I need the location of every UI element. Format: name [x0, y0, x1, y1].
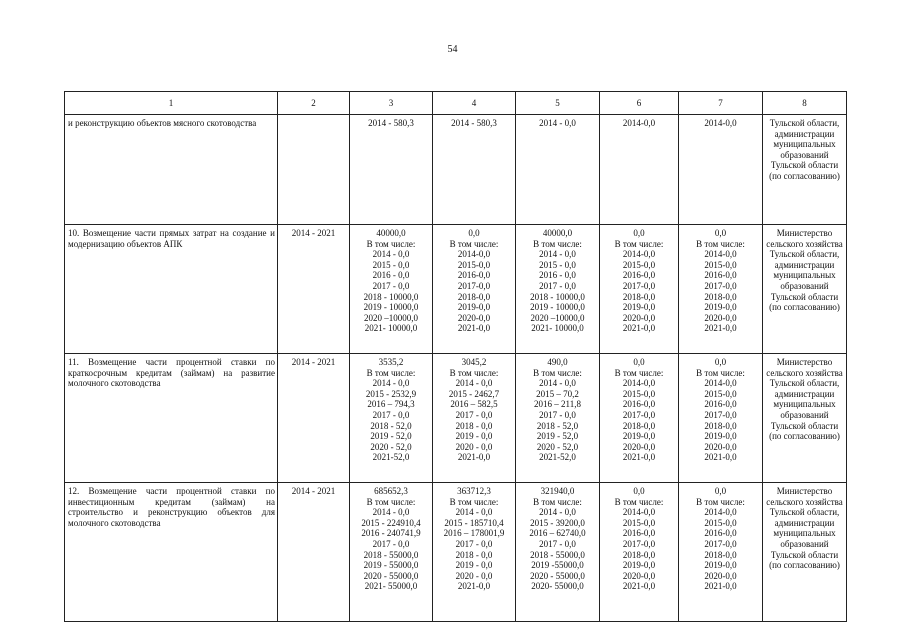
responsible-line: Тульской области — [770, 160, 839, 171]
funding-line: 2020 - 55000,0 — [363, 570, 419, 581]
funding-line: 2021-52,0 — [539, 452, 576, 463]
implementation-period: 2014 - 2021 — [278, 354, 350, 483]
header-row — [65, 92, 847, 115]
table-row — [65, 225, 847, 354]
funding-line: В том числе: — [366, 367, 416, 378]
funding-line: 40000,0 — [376, 228, 406, 238]
funding-line: В том числе: — [366, 238, 416, 249]
funding-line: В том числе: — [696, 496, 745, 507]
funding-line: 2018-0,0 — [704, 291, 737, 302]
funding-line: 2021- 55000,0 — [364, 581, 418, 592]
funding-line: 2021-0,0 — [457, 581, 491, 592]
funding-line: 2018 - 10000,0 — [530, 291, 585, 302]
responsible-line: образований — [780, 280, 829, 291]
funding-cell-c5 — [516, 354, 600, 483]
funding-line: 2019-0,0 — [704, 431, 737, 442]
funding-line: 2015 - 224910,4 — [361, 517, 421, 528]
funding-line: 2014-0,0 — [622, 507, 656, 518]
funding-line: 2020 - 0,0 — [455, 441, 493, 452]
funding-line: 2015-0,0 — [704, 388, 737, 399]
funding-line: 2020 - 52,0 — [370, 441, 412, 452]
funding-line: В том числе: — [696, 367, 745, 378]
funding-line: 2020 - 0,0 — [455, 570, 493, 581]
funding-line: 2014 - 0,0 — [539, 118, 576, 128]
funding-line: 2016 - 0,0 — [372, 270, 410, 281]
funding-line: 2016 – 582,5 — [450, 399, 498, 410]
funding-line: 2015 - 185710,4 — [444, 517, 504, 528]
funding-line: 2016-0,0 — [457, 270, 491, 281]
funding-line: 2015-0,0 — [457, 259, 491, 270]
funding-line: 2014-0,0 — [622, 249, 656, 260]
funding-line: 2015-0,0 — [622, 259, 656, 270]
column-header: 6 — [600, 92, 679, 115]
responsible-line: Тульской области — [770, 549, 839, 560]
funding-line: 321940,0 — [540, 486, 575, 496]
funding-line: 2017 - 0,0 — [372, 280, 410, 291]
funding-line: 2014 - 0,0 — [372, 378, 410, 389]
funding-line: 2018-0,0 — [457, 291, 491, 302]
funding-line: 2020 - 52,0 — [536, 441, 579, 452]
responsible-line: Министерство — [776, 357, 833, 367]
funding-cell-c3 — [350, 483, 433, 622]
funding-line: 0,0 — [714, 357, 727, 367]
funding-line: 2021- 10000,0 — [364, 323, 418, 334]
funding-line: 2020-0,0 — [622, 312, 656, 323]
funding-line: 2015 - 2462,7 — [448, 388, 500, 399]
column-header: 4 — [433, 92, 516, 115]
funding-line: 2014 - 0,0 — [455, 507, 493, 518]
responsible-line: Тульской области — [770, 420, 839, 431]
responsible-line: Тульской области, — [769, 118, 840, 128]
funding-line: 2019 - 52,0 — [370, 431, 412, 442]
funding-cell-c7 — [679, 483, 763, 622]
funding-line: 2015-0,0 — [704, 517, 737, 528]
responsible-line: (по согласованию) — [769, 302, 840, 313]
funding-line: В том числе: — [366, 496, 416, 507]
funding-cell-c3 — [350, 354, 433, 483]
funding-line: 2017-0,0 — [457, 280, 491, 291]
funding-line: 2018-0,0 — [704, 549, 737, 560]
funding-line: 0,0 — [468, 228, 480, 238]
program-table — [64, 91, 847, 622]
funding-line: 2019-0,0 — [704, 560, 737, 571]
funding-line: 2019 - 55000,0 — [363, 560, 419, 571]
funding-cell-c5 — [516, 483, 600, 622]
funding-line: 2017-0,0 — [704, 538, 737, 549]
funding-line: 2017-0,0 — [622, 409, 656, 420]
funding-cell-c7 — [679, 354, 763, 483]
funding-line: 2016-0,0 — [704, 399, 737, 410]
responsible-executor — [763, 225, 847, 354]
funding-line: В том числе: — [614, 367, 664, 378]
funding-line: 2018 - 52,0 — [536, 420, 579, 431]
funding-line: 2020-0,0 — [457, 312, 491, 323]
funding-line: 2020-0,0 — [704, 570, 737, 581]
funding-line: В том числе: — [449, 496, 499, 507]
funding-line: 2016 - 0,0 — [539, 270, 576, 281]
column-header: 1 — [65, 92, 278, 115]
measure-description: и реконструкцию объектов мясного скотоводства — [65, 115, 278, 225]
responsible-line: Министерство — [776, 228, 833, 238]
funding-cell-c6 — [600, 115, 679, 225]
funding-line: 2021-0,0 — [704, 452, 737, 463]
funding-line: 2014 - 580,3 — [451, 118, 497, 128]
funding-line: В том числе: — [533, 238, 582, 249]
funding-line: 2020 –10000,0 — [530, 312, 585, 323]
funding-line: 2019 -55000,0 — [531, 560, 584, 571]
funding-line: 2019 - 0,0 — [455, 431, 493, 442]
funding-line: 2020-0,0 — [704, 441, 737, 452]
responsible-line: образований — [780, 149, 829, 160]
funding-cell-c5 — [516, 225, 600, 354]
funding-line: 2016 – 62740,0 — [529, 528, 586, 539]
funding-line: 0,0 — [633, 228, 645, 238]
funding-line: 3535,2 — [378, 357, 404, 367]
funding-line: 2021-0,0 — [622, 452, 656, 463]
funding-line: 2016-0,0 — [622, 399, 656, 410]
funding-line: 2017-0,0 — [704, 280, 737, 291]
funding-line: 2014-0,0 — [704, 507, 737, 518]
column-header: 8 — [763, 92, 847, 115]
responsible-line: муниципальных — [773, 270, 836, 281]
funding-cell-c4 — [433, 483, 516, 622]
funding-line: 2015 – 70,2 — [536, 388, 579, 399]
funding-line: 2016-0,0 — [704, 270, 737, 281]
responsible-line: Тульской области, — [769, 378, 840, 389]
funding-line: 2016-0,0 — [622, 270, 656, 281]
funding-line: 2018 - 55000,0 — [530, 549, 585, 560]
funding-line: 2018-0,0 — [622, 291, 656, 302]
funding-line: 2020-0,0 — [622, 441, 656, 452]
funding-line: 2017 - 0,0 — [372, 409, 410, 420]
funding-line: В том числе: — [614, 238, 664, 249]
funding-line: 2018 - 0,0 — [455, 420, 493, 431]
responsible-executor — [763, 115, 847, 225]
funding-line: 2017-0,0 — [622, 280, 656, 291]
funding-line: 2018 - 0,0 — [455, 549, 493, 560]
funding-line: 2019-0,0 — [704, 302, 737, 313]
funding-line: 2017 - 0,0 — [539, 538, 576, 549]
implementation-period — [278, 115, 350, 225]
funding-cell-c4 — [433, 225, 516, 354]
funding-cell-c3 — [350, 115, 433, 225]
funding-line: 2015 - 39200,0 — [530, 517, 585, 528]
funding-line: 2020 - 55000,0 — [530, 570, 585, 581]
responsible-line: сельского хозяйства — [766, 496, 843, 507]
funding-line: 2015-0,0 — [622, 388, 656, 399]
funding-line: 2017 - 0,0 — [539, 409, 576, 420]
funding-line: 2018-0,0 — [622, 549, 656, 560]
funding-line: 2019-0,0 — [622, 302, 656, 313]
responsible-line: администрации — [774, 517, 835, 528]
funding-line: 2014 - 0,0 — [372, 507, 410, 518]
table-row — [65, 483, 847, 622]
funding-line: 40000,0 — [542, 228, 573, 238]
responsible-line: сельского хозяйства — [766, 238, 843, 249]
funding-line: 2015 - 2532,9 — [365, 388, 417, 399]
funding-line: 2016 – 794,3 — [367, 399, 415, 410]
funding-line: 2017 - 0,0 — [372, 538, 410, 549]
column-header: 7 — [679, 92, 763, 115]
funding-line: 2017 - 0,0 — [455, 538, 493, 549]
funding-line: 2018 - 55000,0 — [363, 549, 419, 560]
funding-line: 0,0 — [714, 228, 727, 238]
funding-cell-c6 — [600, 225, 679, 354]
column-header: 3 — [350, 92, 433, 115]
responsible-executor — [763, 354, 847, 483]
funding-cell-c6 — [600, 483, 679, 622]
responsible-line: (по согласованию) — [769, 170, 840, 181]
funding-line: В том числе: — [449, 238, 499, 249]
funding-line: 2014 - 0,0 — [455, 378, 493, 389]
responsible-line: сельского хозяйства — [766, 367, 843, 378]
responsible-line: администрации — [774, 128, 835, 139]
funding-line: 2019 - 10000,0 — [530, 302, 585, 313]
funding-line: 490,0 — [547, 357, 568, 367]
funding-line: 2021-0,0 — [704, 581, 737, 592]
table-row — [65, 354, 847, 483]
responsible-line: администрации — [774, 259, 835, 270]
funding-line: 2014-0,0 — [622, 378, 656, 389]
funding-line: 2021-0,0 — [704, 323, 737, 334]
column-header: 5 — [516, 92, 600, 115]
responsible-line: Министерство — [776, 486, 833, 496]
responsible-line: (по согласованию) — [769, 560, 840, 571]
funding-line: 2021- 10000,0 — [531, 323, 584, 334]
funding-line: 2015-0,0 — [704, 259, 737, 270]
funding-line: 2019-0,0 — [622, 431, 656, 442]
funding-line: 2018 - 52,0 — [370, 420, 412, 431]
funding-line: 2018-0,0 — [704, 420, 737, 431]
funding-line: 2016 – 178001,9 — [443, 528, 505, 539]
funding-line: 2014 - 0,0 — [539, 378, 576, 389]
responsible-line: (по согласованию) — [769, 431, 840, 442]
funding-line: 2019 - 52,0 — [536, 431, 579, 442]
funding-cell-c4 — [433, 354, 516, 483]
funding-line: В том числе: — [533, 367, 582, 378]
responsible-line: администрации — [774, 388, 835, 399]
funding-line: 2021-0,0 — [457, 452, 491, 463]
funding-line: 0,0 — [633, 357, 645, 367]
funding-line: 2017 - 0,0 — [539, 280, 576, 291]
responsible-line: образований — [780, 538, 829, 549]
funding-line: 2016 – 211,8 — [534, 399, 581, 410]
funding-line: 2019-0,0 — [622, 560, 656, 571]
funding-line: 2015 - 0,0 — [372, 259, 410, 270]
funding-line: 2016-0,0 — [704, 528, 737, 539]
funding-line: В том числе: — [449, 367, 499, 378]
funding-line: 2019 - 0,0 — [455, 560, 493, 571]
funding-line: 2014-0,0 — [457, 249, 491, 260]
funding-line: 2019-0,0 — [457, 302, 491, 313]
funding-line: 2014 - 0,0 — [372, 249, 410, 260]
table-row — [65, 115, 847, 225]
funding-line: 2016 - 240741,9 — [361, 528, 421, 539]
funding-line: 2021-0,0 — [622, 581, 656, 592]
funding-line: В том числе: — [614, 496, 664, 507]
responsible-line: муниципальных — [773, 139, 836, 150]
funding-line: 2019 - 10000,0 — [363, 302, 419, 313]
responsible-line: муниципальных — [773, 528, 836, 539]
page-number: 54 — [447, 44, 458, 55]
funding-line: 2016-0,0 — [622, 528, 656, 539]
funding-line: 2018 - 10000,0 — [363, 291, 419, 302]
funding-line: 2017-0,0 — [704, 409, 737, 420]
funding-line: 2021-0,0 — [622, 323, 656, 334]
responsible-executor — [763, 483, 847, 622]
funding-cell-c5 — [516, 115, 600, 225]
funding-line: 2020 –10000,0 — [364, 312, 418, 323]
funding-line: 0,0 — [714, 486, 727, 496]
column-header: 2 — [278, 92, 350, 115]
funding-line: 0,0 — [633, 486, 645, 496]
funding-line: 2017 - 0,0 — [455, 409, 493, 420]
funding-cell-c3 — [350, 225, 433, 354]
funding-line: 2014 - 0,0 — [539, 249, 576, 260]
measure-description: 12. Возмещение части процентной ставки по инвестиционным кредитам (займам) на строительство и реконструкцию объектов для молочного скотоводства — [65, 483, 278, 622]
funding-cell-c7 — [679, 115, 763, 225]
funding-cell-c4 — [433, 115, 516, 225]
funding-line: В том числе: — [533, 496, 582, 507]
funding-line: 2017-0,0 — [622, 538, 656, 549]
responsible-line: муниципальных — [773, 399, 836, 410]
funding-line: 2015 - 0,0 — [539, 259, 576, 270]
implementation-period: 2014 - 2021 — [278, 225, 350, 354]
funding-line: В том числе: — [696, 238, 745, 249]
funding-line: 2021-0,0 — [457, 323, 491, 334]
funding-line: 2020- 55000,0 — [531, 581, 584, 592]
measure-description: 11. Возмещение части процентной ставки по краткосрочным кредитам (займам) на развитие молочного скотоводства — [65, 354, 278, 483]
funding-line: 2014-0,0 — [704, 118, 737, 128]
implementation-period: 2014 - 2021 — [278, 483, 350, 622]
responsible-line: образований — [780, 409, 829, 420]
funding-line: 2020-0,0 — [622, 570, 656, 581]
funding-line: 685652,3 — [374, 486, 408, 496]
funding-line: 2020-0,0 — [704, 312, 737, 323]
funding-cell-c6 — [600, 354, 679, 483]
responsible-line: Тульской области, — [769, 249, 840, 260]
funding-line: 2014-0,0 — [704, 249, 737, 260]
measure-description: 10. Возмещение части прямых затрат на создание и модернизацию объектов АПК — [65, 225, 278, 354]
funding-line: 3045,2 — [461, 357, 487, 367]
funding-line: 2015-0,0 — [622, 517, 656, 528]
funding-line: 2014 - 0,0 — [539, 507, 576, 518]
funding-line: 2014-0,0 — [622, 118, 656, 128]
funding-line: 2014-0,0 — [704, 378, 737, 389]
funding-line: 2021-52,0 — [372, 452, 410, 463]
funding-cell-c7 — [679, 225, 763, 354]
responsible-line: Тульской области, — [769, 507, 840, 518]
responsible-line: Тульской области — [770, 291, 839, 302]
funding-line: 2018-0,0 — [622, 420, 656, 431]
funding-line: 2014 - 580,3 — [368, 118, 414, 128]
funding-line: 363712,3 — [457, 486, 491, 496]
